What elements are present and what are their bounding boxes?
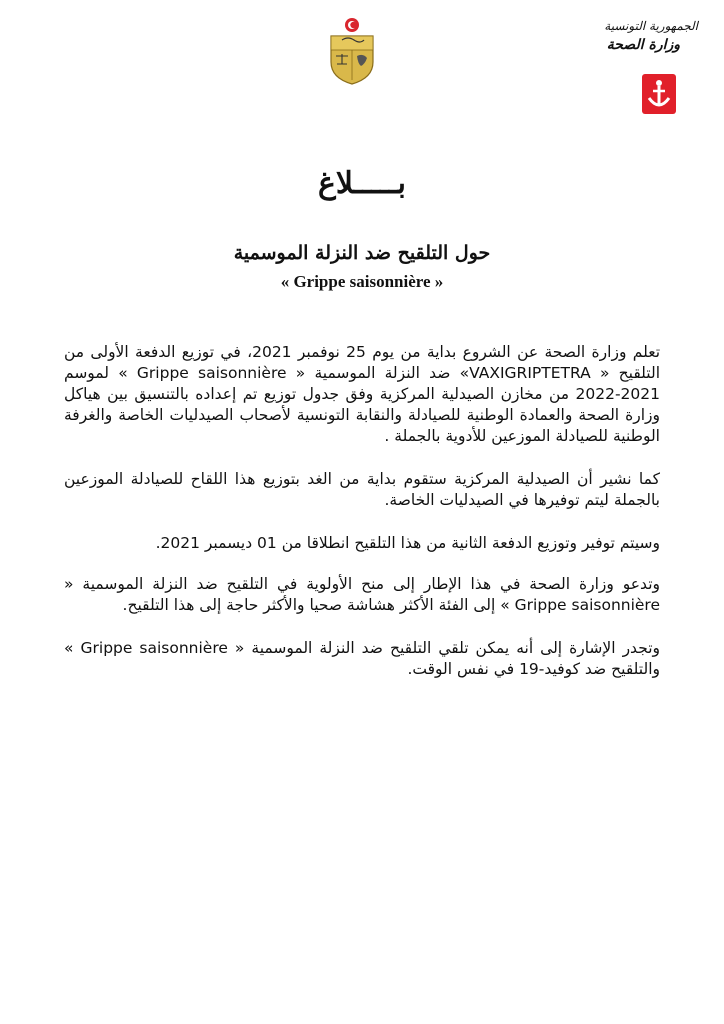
paragraph-central-pharmacy: كما نشير أن الصيدلية المركزية ستقوم بداية من الغد بتوزيع هذا اللقاح للصيادلة الموزعين بالجملة ليتم توفيرها في الصيدليات الخاصة. [64, 470, 660, 509]
paragraph-second-batch: وسيتم توفير وتوزيع الدفعة الثانية من هذا التلقيح انطلاقا من 01 ديسمبر 2021. [155, 534, 660, 552]
document-subtitle-french: « Grippe saisonnière » [280, 272, 444, 291]
tunisia-coat-of-arms-icon [326, 16, 378, 86]
ministry-header [558, 18, 698, 56]
paragraph-distribution-start: تعلم وزارة الصحة عن الشروع بداية من يوم 25 نوفمبر 2021، في توزيع الدفعة الأولى من التلقيح « VAXIGRIPTETRA» ضد النزلة الموسمية « Grippe saisonnière » لموسم 2021-2022 من مخازن الصيدلية المركزية وفق جدول توزيع تم إعداده بالتنسيق بين هياكل وزارة الصحة والعمادة الوطنية للصيادلة والنقابة التونسية لأصحاب الصيدليات الخاصة والغرفة الوطنية للصيادلة الموزعين للأدوية بالجملة . [64, 343, 661, 445]
document-title: بـــــلاغ [317, 166, 407, 201]
paragraph-covid-coadministration: وتجدر الإشارة إلى أنه يمكن تلقي التلقيح ضد النزلة الموسمية « Grippe saisonnière » والتلقيح ضد كوفيد-19 في نفس الوقت. [64, 639, 661, 678]
ministry-name: وزارة الصحة [606, 37, 680, 53]
paragraph-priority: وتدعو وزارة الصحة في هذا الإطار إلى منح الأولوية في التلقيح ضد النزلة الموسمية « Grippe saisonnière » إلى الفئة الأكثر هشاشة صحيا والأكثر حاجة إلى هذا التلقيح. [64, 575, 660, 614]
document-subtitle: حول التلقيح ضد النزلة الموسمية [233, 242, 491, 264]
country-name: الجمهورية التونسية [604, 19, 698, 33]
ministry-of-health-logo-icon [642, 74, 676, 114]
document-body [64, 342, 660, 702]
